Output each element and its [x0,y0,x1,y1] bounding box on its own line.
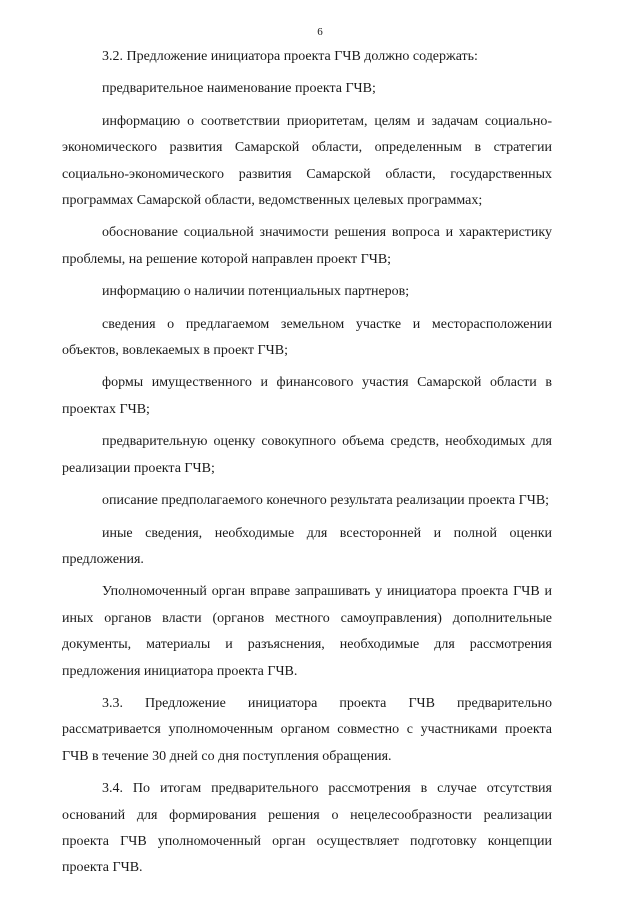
page-number: 6 [317,26,323,38]
paragraph-authority-requests: Уполномоченный орган вправе запрашивать у инициатора проекта ГЧВ и иных органов власти (органов местного самоуправления) дополнительные документы, материалы и разъяснения, необходимые для рассмотрения предложения инициатора проекта ГЧВ. [62,584,552,679]
paragraph-3-3: 3.3. Предложение инициатора проекта ГЧВ предварительно рассматривается уполномоченным органом совместно с участниками проекта ГЧВ в течение 30 дней со дня поступления обращения. [62,695,552,764]
document-body [62,44,552,882]
paragraph-item-justification: обоснование социальной значимости решения вопроса и характеристику проблемы, на решение которой направлен проект ГЧВ; [62,225,552,267]
paragraph-item-name: предварительное наименование проекта ГЧВ; [102,81,376,97]
paragraph-3-2: 3.2. Предложение инициатора проекта ГЧВ должно содержать: [102,49,478,64]
paragraph-item-result: описание предполагаемого конечного результата реализации проекта ГЧВ; [102,493,550,509]
paragraph-item-participation: формы имущественного и финансового участия Самарской области в проектах ГЧВ; [62,375,552,417]
paragraph-3-4: 3.4. По итогам предварительного рассмотрения в случае отсутствия оснований для формирования решения о нецелесообразности реализации проекта ГЧВ уполномоченный орган осуществляет подготовку концепции проекта ГЧВ. [62,781,552,876]
paragraph-item-cost-estimate: предварительную оценку совокупного объема средств, необходимых для реализации проекта ГЧВ; [62,434,552,476]
paragraph-item-priorities: информацию о соответствии приоритетам, целям и задачам социально-экономического развития Самарской области, определенным в стратегии социально-экономического развития Самарской области, государственных программах Самарской области, ведомственных целевых программах; [62,113,552,209]
paragraph-item-partners: информацию о наличии потенциальных партнеров; [102,284,410,300]
paragraph-item-other: иные сведения, необходимые для всесторонней и полной оценки предложения. [62,525,552,567]
paragraph-item-land: сведения о предлагаемом земельном участке и месторасположении объектов, вовлекаемых в проект ГЧВ; [62,316,552,359]
